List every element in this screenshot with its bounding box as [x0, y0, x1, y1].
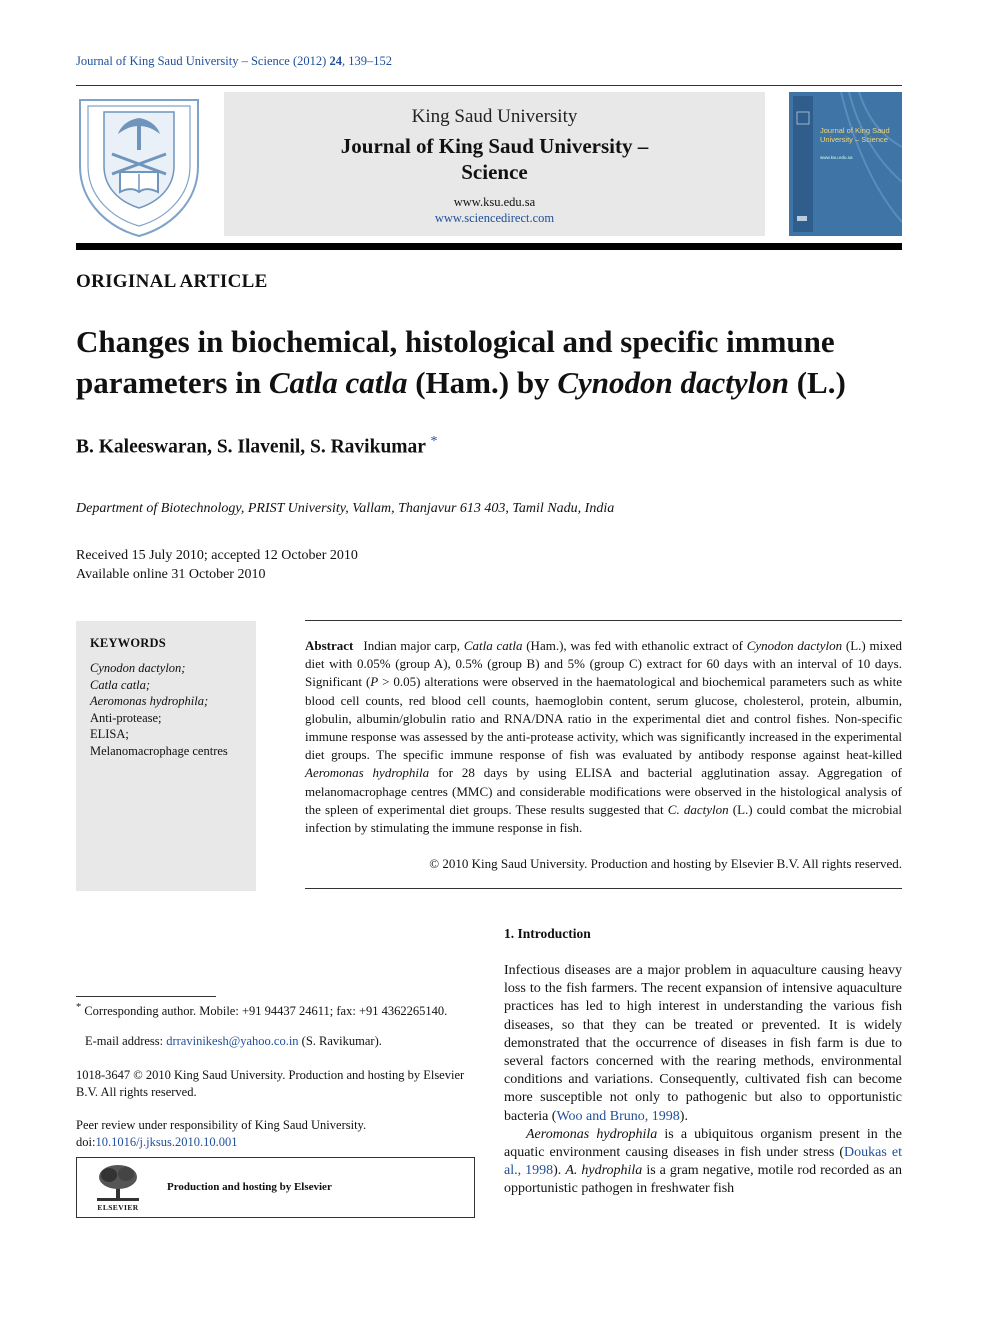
abstract-italic: Cynodon dactylon [746, 638, 843, 653]
title-text: parameters in [76, 365, 269, 400]
journal-header-box [224, 92, 765, 236]
title-text: (Ham.) by [407, 365, 558, 400]
abstract-text: (L.) could combat the microbial infection by stimulating the immune response in fish. [305, 801, 903, 836]
available-online-date: Available online 31 October 2010 [76, 567, 266, 582]
intro-text: ). [553, 1163, 566, 1179]
abstract-bottom-rule [305, 888, 902, 889]
cover-title: Journal of King Saud University – Science [820, 126, 890, 144]
title-line1: Changes in biochemical, histological and specific immune [76, 324, 835, 359]
email-line [85, 1034, 382, 1049]
article-type-label: ORIGINAL ARTICLE [76, 271, 268, 292]
abstract [305, 637, 902, 837]
abstract-italic: Catla catla [463, 638, 523, 653]
ksu-url[interactable]: www.ksu.edu.sa [453, 195, 536, 209]
elsevier-production-box [76, 1157, 475, 1218]
doi-line [76, 1134, 474, 1151]
journal-citation[interactable] [76, 54, 392, 69]
abstract-italic: P [370, 674, 379, 690]
corresponding-author-footnote [76, 1000, 474, 1020]
keyword: Catla catla; [90, 677, 151, 692]
intro-paragraph-2 [504, 1126, 902, 1199]
reference-link-doukas[interactable]: Doukas et al., 1998 [504, 1145, 902, 1179]
email-label: E-mail address: [85, 1034, 167, 1048]
sciencedirect-link[interactable]: www.sciencedirect.com [434, 211, 555, 225]
article-dates [76, 546, 358, 584]
keyword: Melanomacrophage centres [90, 743, 228, 758]
reference-link-woo-bruno[interactable]: Woo and Bruno, 1998 [556, 1108, 680, 1124]
university-name: King Saud University [411, 106, 578, 127]
abstract-copyright: © 2010 King Saud University. Production and hosting by Elsevier B.V. All rights reserved. [429, 856, 902, 871]
keywords-list [90, 660, 228, 759]
intro-text: ). [679, 1108, 688, 1124]
email-link[interactable]: drravinikesh@yahoo.co.in [166, 1034, 299, 1048]
journal-title [224, 133, 765, 185]
title-line2 [76, 362, 916, 403]
elsevier-logo-text: ELSEVIER [97, 1203, 139, 1212]
corresponding-author-mark[interactable]: * [430, 434, 438, 449]
abstract-top-rule [305, 620, 902, 621]
section-heading-introduction: 1. Introduction [504, 926, 591, 941]
university-seal-logo [76, 92, 202, 238]
abstract-text: for 28 days by using ELISA and bacterial agglutination assay. Aggregation of melanomacrophage centres (MMC) and considerable modifications were observed in the histological analysis of the spleen of experimental diet groups. These results suggested that [305, 765, 902, 817]
abstract-text: (L.) mixed diet with 0.05% (group A), 0.5% (group B) and 5% (group C) extract for 60 days with an interval of 10 days. Significant ( [305, 638, 903, 690]
received-date: Received 15 July 2010; accepted 12 October 2010 [76, 548, 358, 563]
footnote-text: Corresponding author. Mobile: +91 94437 24611; fax: +91 4362265140. [81, 1004, 448, 1019]
abstract-label: Abstract [305, 638, 354, 653]
page-range: , 139–152 [341, 54, 392, 68]
abstract-italic: C. dactylon [667, 801, 729, 817]
keywords-heading: KEYWORDS [90, 636, 166, 650]
keywords-box [76, 621, 256, 891]
intro-text: is a gram negative, motile rod recorded as an opportunistic pathogen in freshwater fish [504, 1163, 902, 1197]
peer-review-doi [76, 1117, 474, 1150]
keyword: Anti-protease; [90, 710, 162, 725]
doi-label: doi: [76, 1134, 96, 1149]
abstract-text: (Ham.), was fed with ethanolic extract of [522, 638, 747, 653]
intro-text: is a ubiquitous organism present in the aquatic environment causing diseases in fish under stress ( [504, 1126, 902, 1161]
journal-ref-text: Journal of King Saud University – Science (2012) [76, 54, 327, 68]
header-rule [76, 85, 902, 86]
abstract-text: > 0.05) alterations were observed in the haematological and biochemical parameters such as white blood cell counts, red blood cell counts, haemoglobin content, serum glucose, cholesterol, protein, albumin, globulin, albumin/globulin ratio and RNA/DNA ratio in the experimental diet and control fishes. Non-specific immune response was assessed by the anti-protease activity, which was significantly increased in the experimental diet groups. The specific immune response of fish was evaluated by antibody response against heat-killed [305, 674, 902, 763]
title-text: (L.) [788, 365, 846, 400]
intro-italic: A. hydrophila [565, 1163, 643, 1179]
elsevier-tree-logo [95, 1164, 141, 1212]
journal-cover-image [789, 92, 902, 236]
author-list [76, 434, 437, 459]
footnote-rule [76, 996, 216, 997]
intro-italic: Aeromonas hydrophila [526, 1126, 658, 1142]
intro-text: Infectious diseases are a major problem in aquaculture causing heavy loss to the fish farmers. The recent expansion of intensive aquaculture practices has led to high interest in understanding the various fish diseases, so that they can be treated or prevented. It is widely demonstrated that the occurrence of diseases in fish farm is due to several factors concerned with the rearing methods, environmental conditions and variations. Consequently, cultivated fish can become more susceptible not only to pathogenic but also to opportunistic bacteria ( [504, 963, 902, 1124]
email-tail: (S. Ravikumar). [298, 1034, 382, 1048]
keyword: Aeromonas hydrophila; [90, 694, 209, 708]
intro-paragraph-1 [504, 962, 902, 1126]
introduction-text [504, 962, 902, 1199]
cover-subtitle: www.ksu.edu.sa [820, 155, 853, 160]
affiliation: Department of Biotechnology, PRIST University, Vallam, Thanjavur 613 403, Tamil Nadu, India [76, 501, 615, 516]
journal-title-line2: Science [461, 160, 528, 184]
title-species: Catla catla [268, 365, 408, 400]
abstract-italic: Aeromonas hydrophila [305, 765, 430, 781]
abstract-text: Indian major carp, [363, 638, 464, 653]
production-hosting-text: Production and hosting by Elsevier [167, 1181, 332, 1193]
volume-number: 24 [329, 54, 342, 68]
peer-review-note: Peer review under responsibility of King Saud University. [76, 1118, 367, 1132]
issn-copyright: 1018-3647 © 2010 King Saud University. Production and hosting by Elsevier B.V. All rights reserved. [76, 1068, 465, 1099]
header-thick-rule [76, 243, 902, 250]
footnote-mark: * [76, 1002, 82, 1013]
title-plant: Cynodon dactylon [557, 365, 789, 400]
author-names: B. Kaleeswaran, S. Ilavenil, S. Ravikumar [76, 436, 426, 458]
doi-link[interactable]: 10.1016/j.jksus.2010.10.001 [95, 1134, 238, 1149]
journal-title-line1: Journal of King Saud University – [340, 134, 649, 158]
keyword: ELISA; [90, 727, 129, 741]
article-title [76, 321, 916, 403]
keyword: Cynodon dactylon; [90, 661, 186, 675]
